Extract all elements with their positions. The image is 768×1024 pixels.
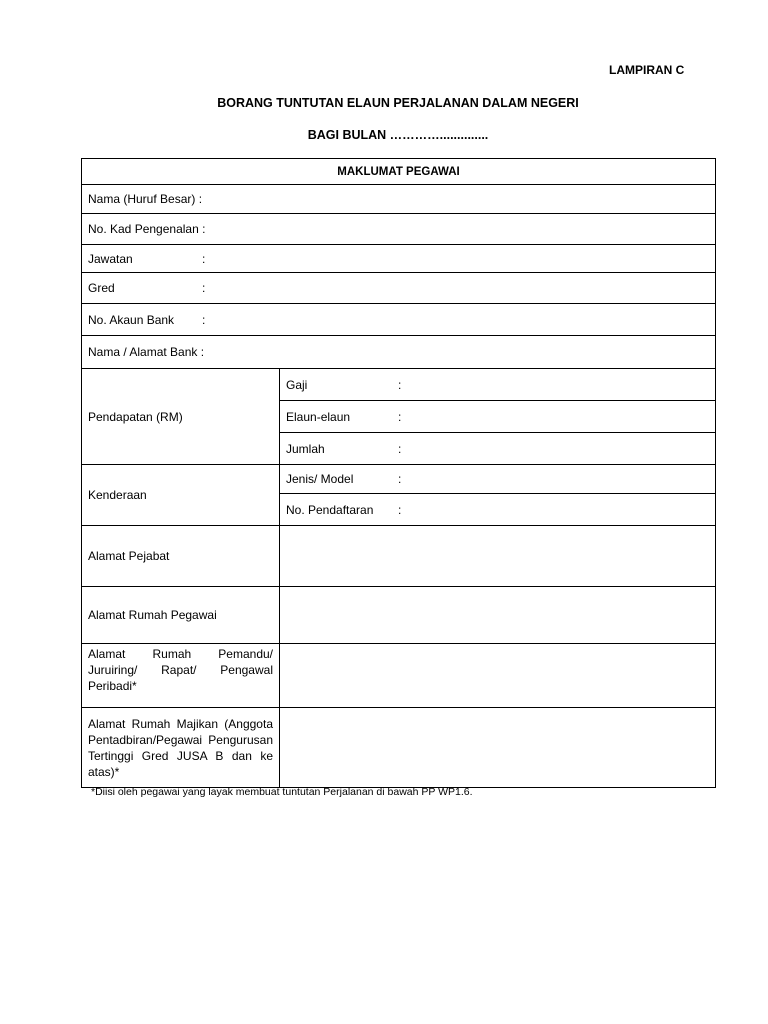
colon: : [398, 472, 402, 486]
pendaftaran-label: No. Pendaftaran [286, 502, 374, 517]
colon: : [202, 281, 206, 295]
field-alamat-pejabat[interactable] [280, 526, 716, 587]
footnote: *Diisi oleh pegawai yang layak membuat tuntutan Perjalanan di bawah PP WP1.6. [91, 786, 473, 798]
field-alamat-bank[interactable]: Nama / Alamat Bank : [82, 336, 716, 369]
field-nama[interactable]: Nama (Huruf Besar) : [82, 185, 716, 214]
alamat-majikan-label: Alamat Rumah Majikan (Anggota Pentadbiran/Pegawai Pengurusan Tertinggi Gred JUSA B dan ke atas)* [82, 708, 280, 788]
alamat-pemandu-label: Alamat Rumah Pemandu/ Juruiring/ Rapat/ Pengawal Peribadi* [82, 644, 280, 708]
field-gred[interactable] [82, 273, 716, 304]
alamat-rumah-label: Alamat Rumah Pegawai [82, 587, 280, 644]
jenis-label: Jenis/ Model [286, 472, 354, 486]
colon: : [202, 251, 206, 266]
alamat-pejabat-label: Alamat Pejabat [82, 526, 280, 587]
jumlah-label: Jumlah [286, 441, 325, 456]
gred-label: Gred [88, 281, 115, 295]
field-elaun[interactable] [280, 401, 716, 433]
field-akaun-bank[interactable] [82, 304, 716, 336]
section-title: MAKLUMAT PEGAWAI [82, 159, 716, 185]
field-jenis-model[interactable] [280, 465, 716, 494]
colon: : [202, 312, 206, 327]
jawatan-label: Jawatan [88, 251, 133, 266]
colon: : [398, 502, 402, 517]
field-gaji[interactable] [280, 369, 716, 401]
form-month-line: BAGI BULAN ………….............. [307, 128, 489, 142]
field-alamat-rumah[interactable] [280, 587, 716, 644]
colon: : [398, 441, 402, 456]
pendapatan-label: Pendapatan (RM) [82, 369, 280, 465]
field-kad-pengenalan[interactable]: No. Kad Pengenalan : [82, 214, 716, 245]
field-jumlah[interactable] [280, 433, 716, 465]
lampiran-label: LAMPIRAN C [609, 63, 685, 77]
gaji-label: Gaji [286, 377, 308, 392]
kenderaan-label: Kenderaan [82, 465, 280, 526]
elaun-label: Elaun-elaun [286, 409, 351, 424]
colon: : [398, 377, 402, 392]
field-jawatan[interactable] [82, 245, 716, 273]
form-title: BORANG TUNTUTAN ELAUN PERJALANAN DALAM NEGERI [217, 96, 579, 110]
colon: : [398, 409, 402, 424]
field-no-pendaftaran[interactable] [280, 494, 716, 526]
field-alamat-majikan[interactable] [280, 708, 716, 788]
field-alamat-pemandu[interactable] [280, 644, 716, 708]
maklumat-pegawai-table [81, 158, 716, 788]
akaun-bank-label: No. Akaun Bank [88, 312, 175, 327]
